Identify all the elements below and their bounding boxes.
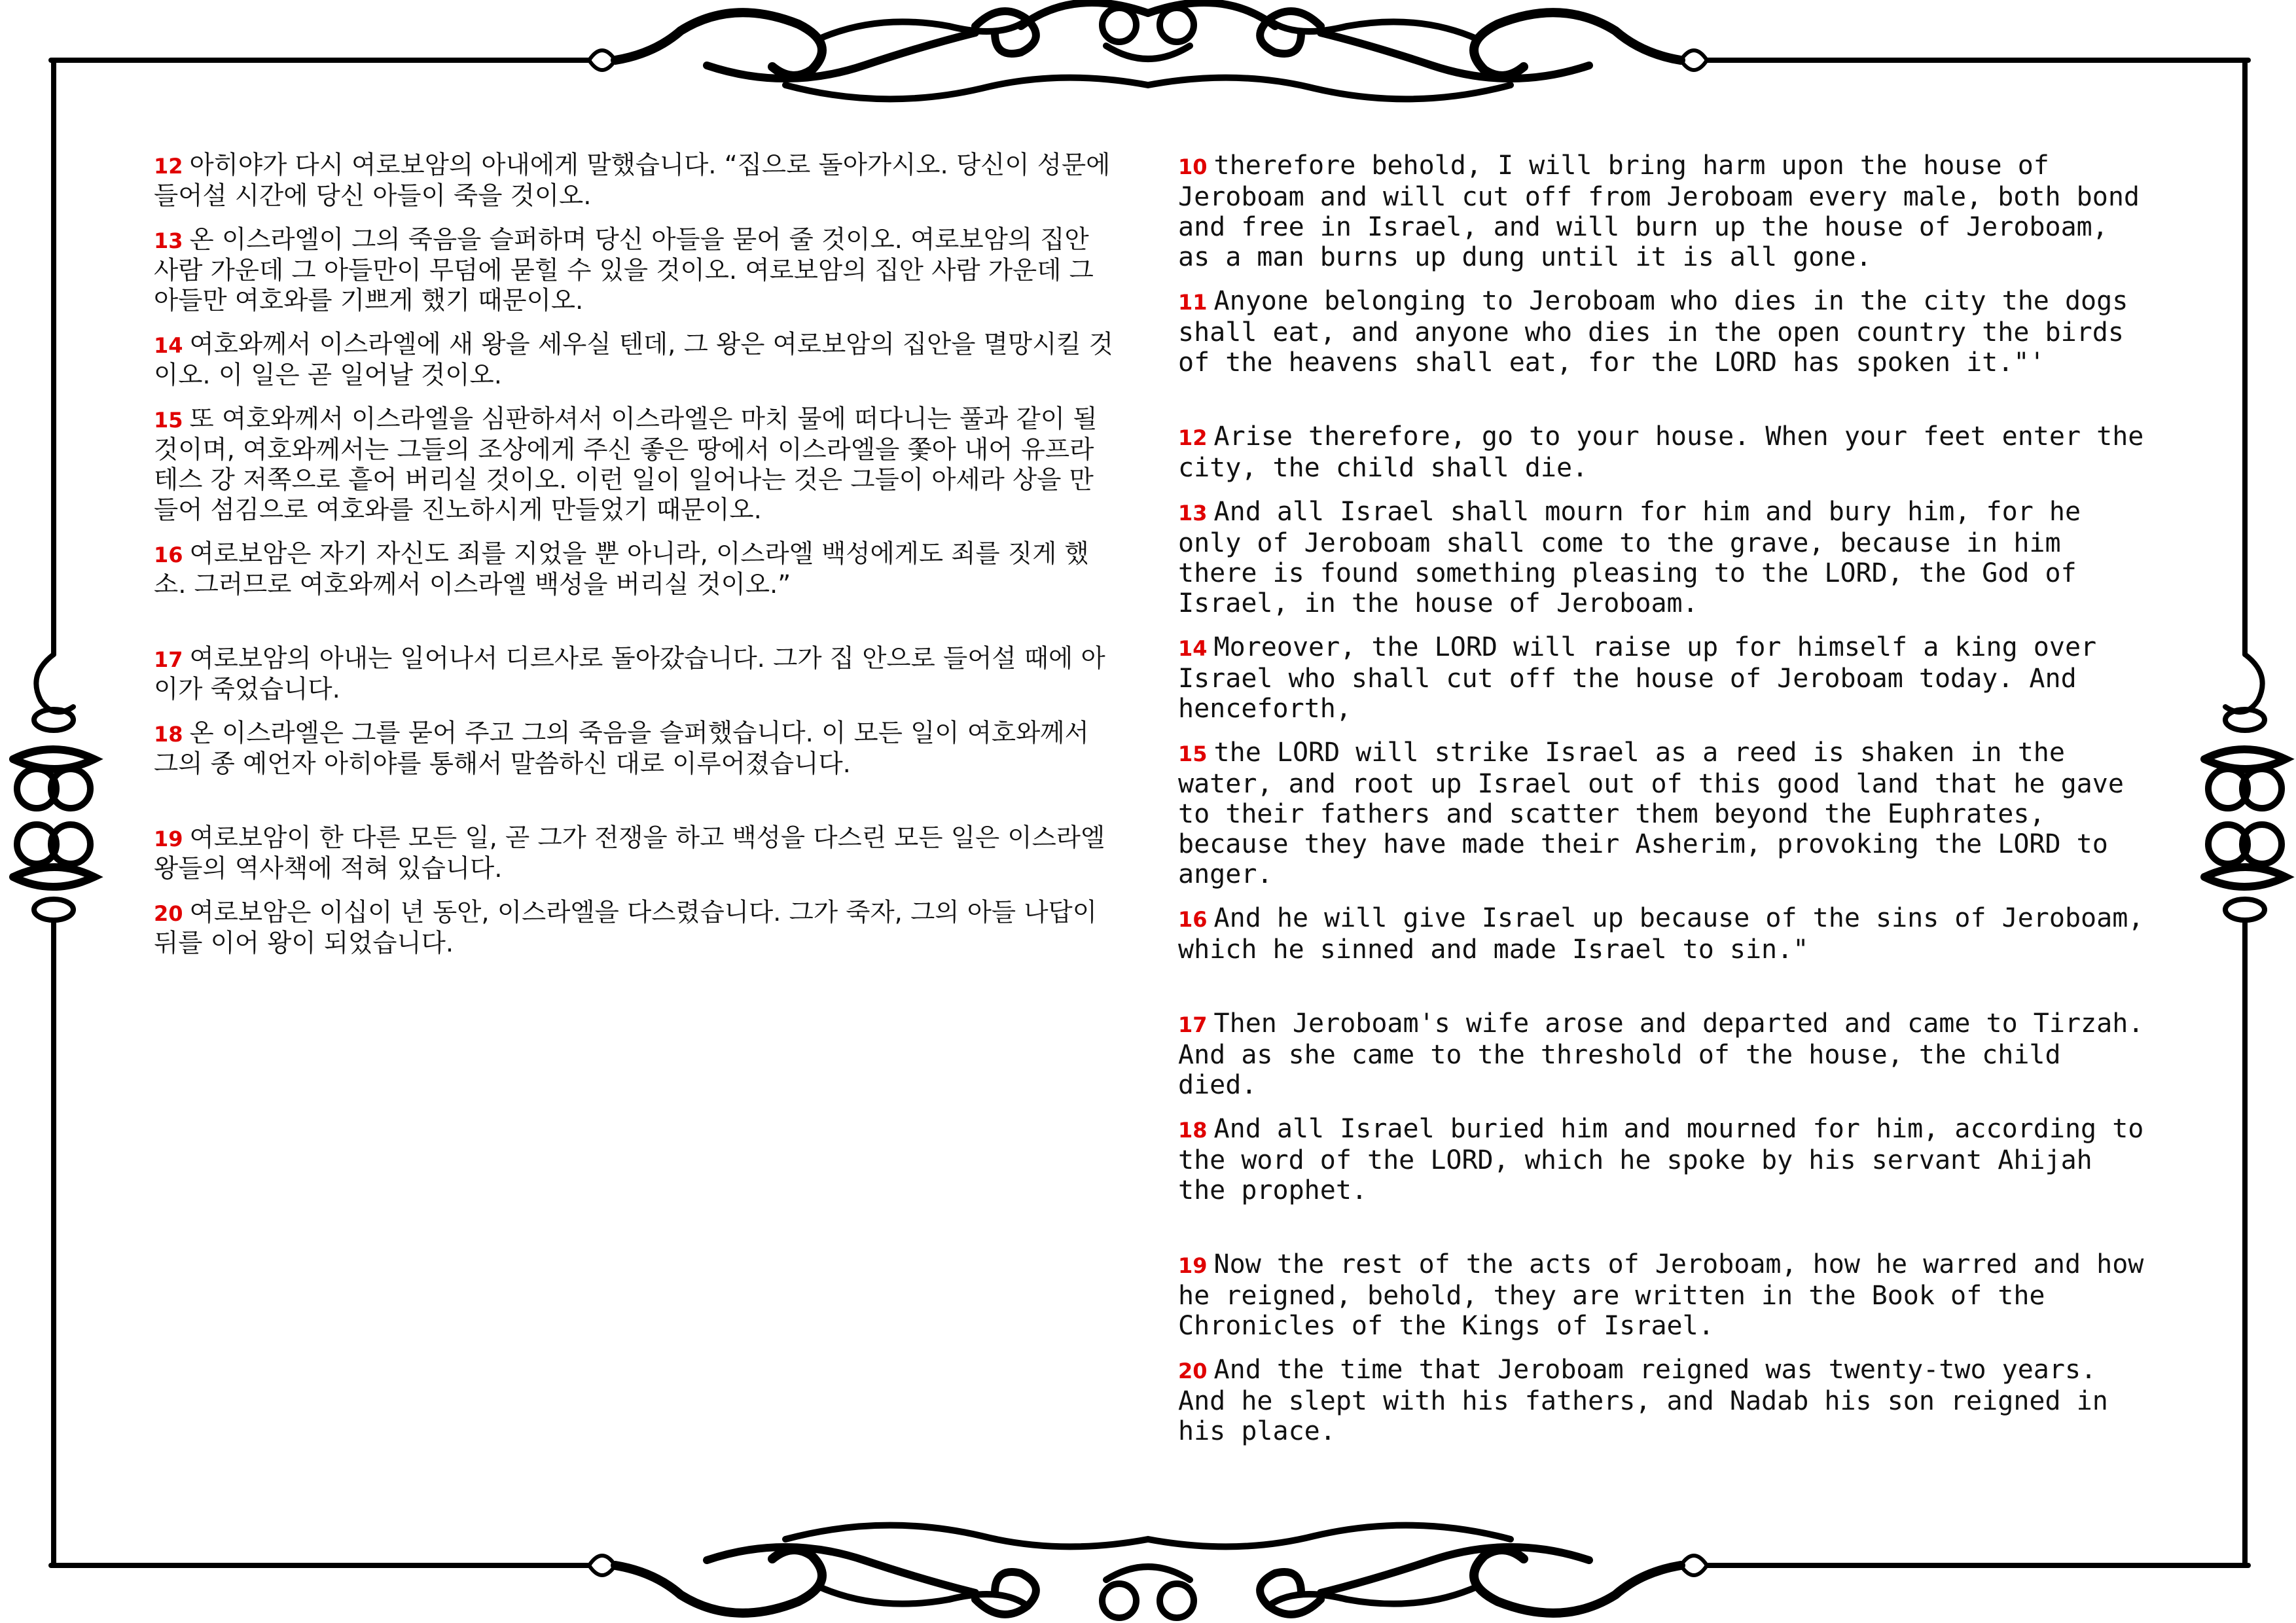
verse-text: And all Israel buried him and mourned for him, according to the word of the LORD, which he spoke by his servant Ahijah the prophet. (1178, 1114, 2144, 1205)
verse-text: 여로보암이 한 다른 모든 일, 곧 그가 전쟁을 하고 백성을 다스린 모든 일은 이스라엘 왕들의 역사책에 적혀 있습니다. (154, 823, 1105, 883)
english-column (1178, 151, 2147, 1460)
verse-number: 10 (1178, 154, 1208, 179)
verse-number: 14 (154, 333, 183, 358)
verse-number: 13 (1178, 501, 1208, 526)
verse-text: 아히야가 다시 여로보암의 아내에게 말했습니다. “집으로 돌아가시오. 당신이 성문에 들어설 시간에 당신 아들이 죽을 것이오. (154, 151, 1111, 211)
verse-en (1178, 286, 2147, 378)
verse-number: 20 (1178, 1359, 1208, 1383)
verse-text: therefore behold, I will bring harm upon the house of Jeroboam and will cut off from Jeroboam every male, both bond and free in Israel, and will burn up the house of Jeroboam, as a man burns up dung until it is all gone. (1178, 151, 2140, 272)
verse-en (1178, 497, 2147, 618)
verse-number: 14 (1178, 636, 1208, 661)
verse-text: And all Israel shall mourn for him and bury him, for he only of Jeroboam shall come to the grave, because in him there is found something pleasing to the LORD, the God of Israel, in the house of Jeroboam. (1178, 497, 2081, 618)
verse-en (1178, 1249, 2147, 1341)
verse-text: the LORD will strike Israel as a reed is shaken in the water, and root up Israel out of this good land that he gave to their fathers and scatter them beyond the Euphrates, because they have made their Asherim, provoking the LORD to anger. (1178, 738, 2124, 889)
paragraph-gap (1178, 978, 2147, 1008)
verse-number: 15 (154, 408, 183, 433)
verse-number: 12 (1178, 425, 1208, 450)
verse-en (1178, 1355, 2147, 1446)
verse-ko (154, 898, 1116, 959)
verse-text: Then Jeroboam's wife arose and departed and came to Tirzah. And as she came to the threshold of the house, the child died. (1178, 1008, 2144, 1100)
left-ornament (13, 654, 94, 920)
verse-text: Anyone belonging to Jeroboam who dies in the city the dogs shall eat, and anyone who dies in the open country the birds of the heavens shall eat, for the LORD has spoken it."' (1178, 286, 2128, 378)
verse-number: 11 (1178, 290, 1208, 315)
verse-text: 온 이스라엘은 그를 묻어 주고 그의 죽음을 슬퍼했습니다. 이 모든 일이 여호와께서 그의 종 예언자 아히야를 통해서 말씀하신 대로 이루어졌습니다. (154, 719, 1089, 779)
verse-text: 여로보암의 아내는 일어나서 디르사로 돌아갔습니다. 그가 집 안으로 들어설 때에 아이가 죽었습니다. (154, 644, 1105, 704)
verse-ko (154, 823, 1116, 884)
verse-number: 19 (1178, 1253, 1208, 1278)
verse-text: 또 여호와께서 이스라엘을 심판하셔서 이스라엘은 마치 물에 떠다니는 풀과 같이 될 것이며, 여호와께서는 그들의 조상에게 주신 좋은 땅에서 이스라엘을 쫓아 내어 유프라테스 강 저쪽으로 흩어 버리실 것이오. 이런 일이 일어나는 것은 그들이 아세라 상을 만들어 섬김으로 여호와를 진노하시게 만들었기 때문이오. (154, 404, 1098, 525)
verse-text: 여호와께서 이스라엘에 새 왕을 세우실 텐데, 그 왕은 여로보암의 집안을 멸망시킬 것이오. 이 일은 곧 일어날 것이오. (154, 330, 1113, 390)
verse-ko (154, 225, 1116, 316)
verse-en (1178, 632, 2147, 724)
verse-number: 17 (154, 647, 183, 672)
verse-text: 여로보암은 자기 자신도 죄를 지었을 뿐 아니라, 이스라엘 백성에게도 죄를 짓게 했소. 그러므로 여호와께서 이스라엘 백성을 버리실 것이오.” (154, 539, 1089, 599)
verse-ko (154, 151, 1116, 211)
verse-number: 12 (154, 154, 183, 179)
paragraph-gap (154, 793, 1116, 823)
verse-en (1178, 151, 2147, 272)
verse-text: 온 이스라엘이 그의 죽음을 슬퍼하며 당신 아들을 묻어 줄 것이오. 여로보암의 집안 사람 가운데 그 아들만이 무덤에 묻힐 수 있을 것이오. 여로보암의 집안 사람 가운데 그 아들만 여호와를 기쁘게 했기 때문이오. (154, 225, 1094, 315)
paragraph-gap (1178, 391, 2147, 421)
verse-number: 16 (154, 543, 183, 567)
verse-ko (154, 644, 1116, 705)
verse-number: 17 (1178, 1012, 1208, 1037)
verse-number: 18 (1178, 1118, 1208, 1143)
verse-text: And the time that Jeroboam reigned was twenty-two years. And he slept with his fathers, and Nadab his son reigned in his place. (1178, 1355, 2108, 1446)
korean-column (154, 151, 1116, 972)
verse-number: 20 (154, 901, 183, 926)
verse-ko (154, 719, 1116, 779)
verse-ko (154, 404, 1116, 526)
verse-number: 19 (154, 827, 183, 851)
verse-en (1178, 1114, 2147, 1205)
verse-text: 여로보암은 이십이 년 동안, 이스라엘을 다스렸습니다. 그가 죽자, 그의 아들 나답이 뒤를 이어 왕이 되었습니다. (154, 898, 1097, 958)
verse-number: 13 (154, 228, 183, 253)
verse-number: 15 (1178, 741, 1208, 766)
verse-number: 16 (1178, 907, 1208, 932)
verse-text: Now the rest of the acts of Jeroboam, how he warred and how he reigned, behold, they are written in the Book of the Chronicles of the Kings of Israel. (1178, 1249, 2144, 1341)
top-ornament (589, 3, 1707, 99)
verse-en (1178, 738, 2147, 889)
verse-text: Moreover, the LORD will raise up for himself a king over Israel who shall cut off the house of Jeroboam today. And henceforth, (1178, 632, 2097, 724)
bottom-ornament (589, 1525, 1707, 1618)
verse-ko (154, 539, 1116, 600)
verse-en (1178, 903, 2147, 965)
verse-text: Arise therefore, go to your house. When your feet enter the city, the child shall die. (1178, 421, 2144, 483)
verse-number: 18 (154, 722, 183, 747)
paragraph-gap (154, 614, 1116, 644)
verse-en (1178, 1008, 2147, 1100)
right-ornament (2204, 654, 2286, 920)
verse-text: And he will give Israel up because of the sins of Jeroboam, which he sinned and made Israel to sin." (1178, 903, 2144, 965)
verse-en (1178, 421, 2147, 483)
verse-ko (154, 330, 1116, 391)
paragraph-gap (1178, 1219, 2147, 1249)
